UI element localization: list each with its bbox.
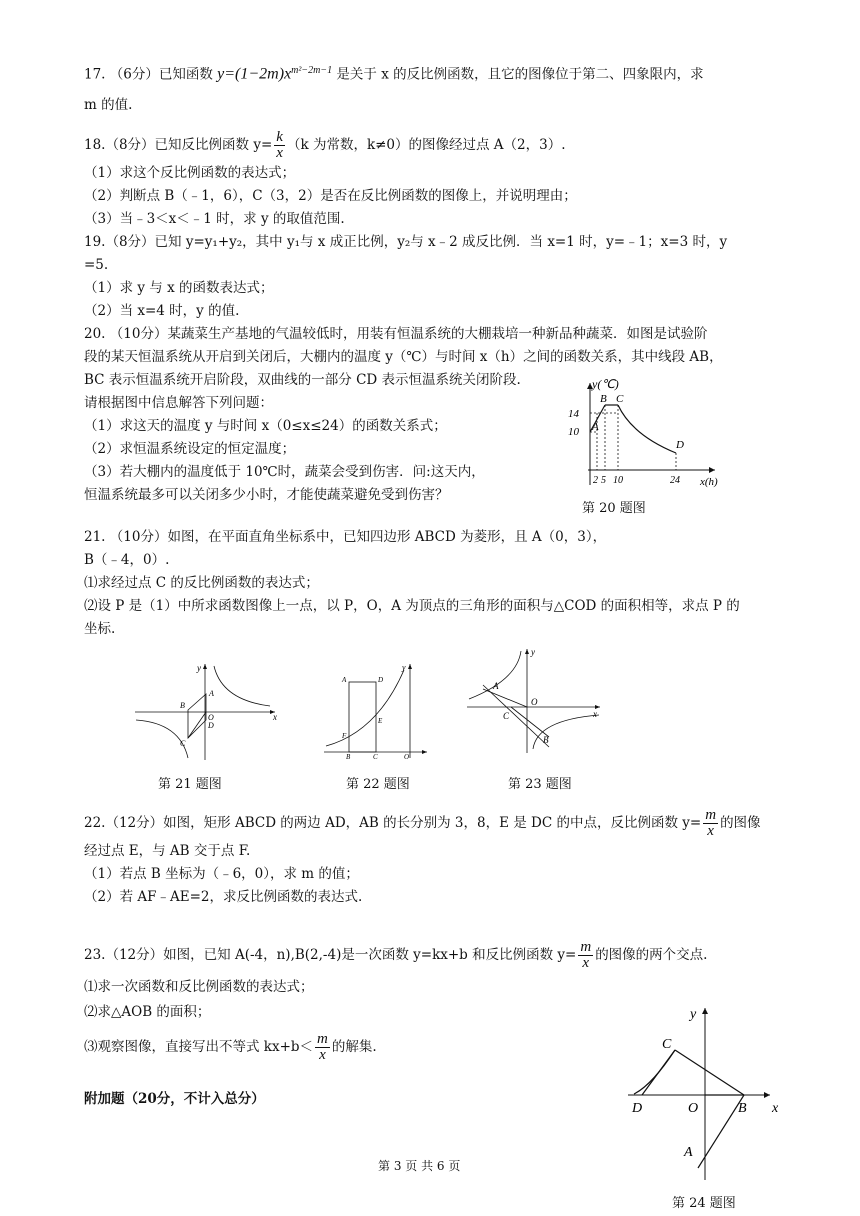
fig21-caption: 第 21 题图 [158, 777, 222, 792]
figure-24 [620, 1000, 790, 1185]
fig24-B: B [738, 1101, 747, 1116]
fig22-F: F [342, 732, 347, 740]
fig21-B: B [180, 701, 185, 710]
q21-line2: B（﹣4，0）. [84, 552, 170, 568]
q22-line4: （2）若 AF﹣AE=2，求反比例函数的表达式. [84, 889, 363, 905]
q18-fraction [274, 130, 285, 161]
fig20-B: B [600, 393, 607, 405]
fig20-xlabel: x(h) [700, 476, 718, 488]
q22-fraction [703, 808, 718, 839]
q18-line2: （1）求这个反比例函数的表达式； [84, 165, 296, 181]
fig20-D: D [676, 439, 684, 451]
q18-frac-num: k [276, 129, 283, 145]
fig23-x: x [593, 709, 597, 719]
q22-line1 [84, 808, 761, 839]
fig22-O: O [404, 753, 410, 760]
figure-21 [130, 660, 280, 765]
fig21-O: O [208, 713, 214, 722]
fig21-D: D [208, 721, 214, 730]
figure-22 [322, 660, 432, 760]
fig24-caption: 第 24 题图 [672, 1196, 736, 1211]
fig20-C: C [616, 393, 624, 405]
q22-intro: 22.（12分）如图，矩形 ABCD 的两边 AD，AB 的长分别为 3，8，E 是 DC 的中点，反比例函数 y= [84, 815, 702, 831]
figure-23 [465, 645, 605, 755]
fig20-ylabel: y(℃) [592, 377, 619, 391]
q21-line5: 坐标. [84, 621, 116, 637]
q20-line7: （3）若大棚内的温度低于 10℃时，蔬菜会受到伤害．问:这天内， [84, 464, 485, 480]
fig24-C: C [662, 1037, 672, 1052]
q18-line4: （3）当﹣3＜x＜﹣1 时，求 y 的取值范围. [84, 211, 345, 227]
q20-line3: BC 表示恒温系统开启阶段，双曲线的一部分 CD 表示恒温系统关闭阶段. [84, 372, 521, 388]
q23-line3: ⑵求△AOB 的面积； [84, 1004, 211, 1020]
fig22-C: C [373, 753, 378, 760]
q23-fraction2 [315, 1032, 330, 1063]
fig22-D: D [378, 676, 384, 684]
fig23-O: O [531, 697, 538, 707]
q22-line2: 经过点 E，与 AB 交于点 F. [84, 843, 251, 859]
fig22-caption: 第 22 题图 [346, 777, 410, 792]
fig20-x24: 24 [670, 475, 680, 486]
q22-line3: （1）若点 B 坐标为（﹣6，0），求 m 的值； [84, 866, 359, 882]
fig20-y10: 10 [568, 426, 579, 438]
q19-line2: =5. [84, 257, 109, 273]
q23-frac2-num: m [317, 1031, 328, 1047]
q18-line1 [84, 130, 566, 161]
fig21-C: C [180, 739, 186, 748]
fig21-A: A [209, 689, 214, 698]
q21-line3: ⑴求经过点 C 的反比例函数的表达式； [84, 575, 319, 591]
fig23-y: y [531, 647, 535, 657]
q21-line4: ⑵设 P 是（1）中所求函数图像上一点，以 P，O，A 为顶点的三角形的面积与△COD 的面积相等，求点 P 的 [84, 598, 740, 614]
fig20-x5: 5 [601, 475, 606, 486]
q20-line4: 请根据图中信息解答下列问题： [84, 395, 273, 411]
fig24-D: D [632, 1101, 643, 1116]
fig22-E: E [378, 717, 383, 725]
fig24-x: x [772, 1101, 779, 1116]
q20-line5: （1）求这天的温度 y 与时间 x（0≤x≤24）的函数关系式； [84, 418, 447, 434]
q20-line1: 20. （10分）某蔬菜生产基地的气温较低时，用装有恒温系统的大棚栽培一种新品种蔬菜．如图是试验阶 [84, 326, 708, 342]
q17-text: 是关于 x 的反比例函数，且它的图像位于第二、四象限内，求 [336, 66, 704, 83]
q18-frac-den: x [276, 145, 283, 161]
fig21-y: y [197, 663, 201, 673]
q18-line3: （2）判断点 B（﹣1，6），C（3，2）是否在反比例函数的图像上，并说明理由； [84, 188, 577, 204]
fig22-B: B [346, 753, 351, 760]
q19-line1: 19.（8分）已知 y=y₁+y₂，其中 y₁与 x 成正比例，y₂与 x﹣2 成反比例．当 x=1 时，y=﹣1；x=3 时，y [84, 234, 728, 250]
q23-line4 [84, 1032, 377, 1063]
fig20-x2: 2 [593, 475, 598, 486]
q23-frac-num: m [580, 939, 592, 955]
q19-line4: （2）当 x=4 时，y 的值. [84, 303, 240, 319]
q23-line1 [84, 940, 707, 971]
q17-intro: 17. （6分）已知函数 [84, 66, 213, 83]
fig23-C: C [503, 711, 510, 721]
q22-text: 的图像 [720, 815, 761, 831]
fig23-caption: 第 23 题图 [508, 777, 572, 792]
q23-frac-den: x [582, 955, 590, 971]
q22-frac-den: x [707, 823, 714, 839]
q23-q3-intro: ⑶观察图像，直接写出不等式 kx+b＜ [84, 1039, 314, 1055]
q21-line1: 21. （10分）如图，在平面直角坐标系中，已知四边形 ABCD 为菱形，且 A（0，3）， [84, 529, 607, 545]
q20-line8: 恒温系统最多可以关闭多少小时，才能使蔬菜避免受到伤害？ [84, 487, 449, 503]
q18-intro: 18.（8分）已知反比例函数 y= [84, 137, 273, 153]
fig24-A: A [684, 1145, 693, 1160]
fig20-caption: 第 20 题图 [582, 501, 646, 516]
fig23-A: A [493, 681, 499, 691]
q17-formula: y=(1−2m)x [217, 65, 292, 83]
q17-line1 [84, 62, 704, 84]
q19-line3: （1）求 y 与 x 的函数表达式； [84, 280, 274, 296]
fig23-B: B [543, 735, 549, 745]
fig22-A: A [342, 676, 347, 684]
q20-line2: 段的某天恒温系统从开启到关闭后，大棚内的温度 y（℃）与时间 x（h）之间的函数关系，其中线段 AB， [84, 349, 723, 365]
q23-line2: ⑴求一次函数和反比例函数的表达式； [84, 979, 314, 995]
bonus-heading: 附加题（20分，不计入总分） [84, 1091, 265, 1107]
fig20-x10: 10 [613, 475, 623, 486]
q23-text: 的图像的两个交点. [595, 947, 708, 963]
fig21-x: x [273, 712, 277, 722]
q20-line6: （2）求恒温系统设定的恒定温度； [84, 441, 296, 457]
page-footer: 第 3 页 共 6 页 [378, 1159, 461, 1173]
fig24-O: O [688, 1101, 699, 1116]
q23-frac2-den: x [319, 1047, 326, 1063]
q18-text: （k 为常数，k≠0）的图像经过点 A（2，3）. [286, 137, 566, 153]
q23-fraction [578, 940, 593, 971]
fig20-y14: 14 [568, 408, 579, 420]
fig24-y: y [690, 1007, 697, 1022]
q17-line2: m 的值. [84, 97, 133, 113]
figure-20 [560, 375, 720, 490]
fig20-A: A [592, 421, 599, 433]
q23-q3-text: 的解集. [331, 1039, 377, 1055]
q22-frac-num: m [705, 807, 717, 823]
fig22-y: y [402, 663, 406, 672]
q23-intro: 23.（12分）如图，已知 A(-4，n),B(2,-4)是一次函数 y=kx+b 和反比例函数 y= [84, 947, 577, 963]
q17-exponent: m²−2m−1 [291, 65, 333, 76]
